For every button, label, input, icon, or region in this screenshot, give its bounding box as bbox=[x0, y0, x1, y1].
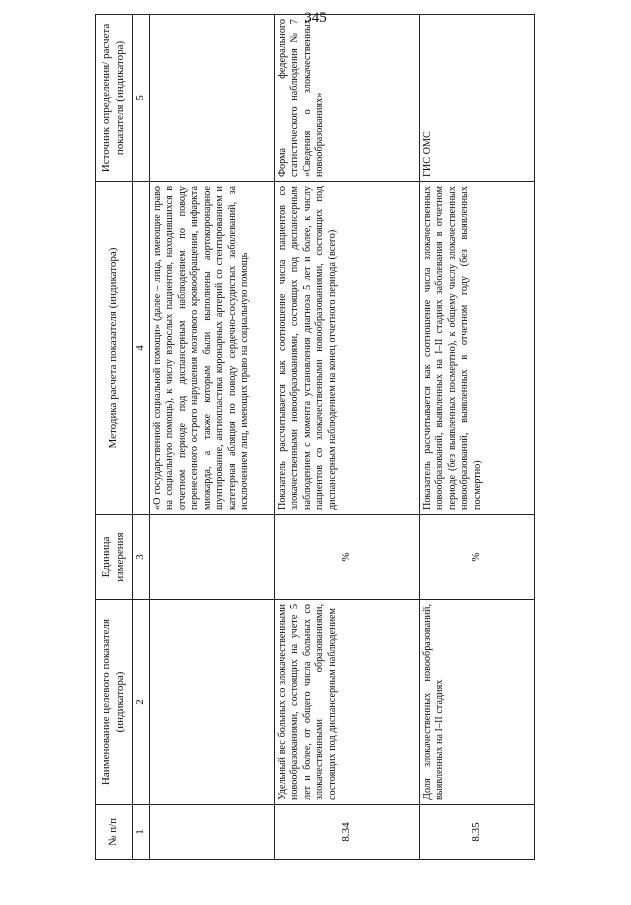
indicators-table bbox=[95, 14, 535, 860]
table-row bbox=[420, 15, 535, 860]
column-number: 2 bbox=[133, 600, 150, 805]
column-number: 3 bbox=[133, 515, 150, 600]
source: Форма федерального статистического наблюдения № 7 «Сведения о злокачественных новообразованиях» bbox=[275, 15, 420, 182]
row-number: 8.34 bbox=[275, 805, 420, 860]
header-unit: Единица измерения bbox=[96, 515, 133, 600]
indicator-name: Удельный вес больных со злокачественными новообразованиями, состоящих на учете 5 лет и более, от общего числа больных со злокачественными образованиями, состоящих под диспансерным наблюдением bbox=[275, 600, 420, 805]
column-number: 4 bbox=[133, 182, 150, 515]
table-header-row bbox=[96, 15, 133, 860]
header-number: № п/п bbox=[96, 805, 133, 860]
method: Показатель рассчитывается как соотношение числа пациентов со злокачественными новообразованиями, состоящих под диспансерным наблюдением с момента установления диагноза 5 лет и более, к числу пациентов со злокачественными новообразованиями, состоящих под диспансерным наблюдением на конец отчетного периода (всего) bbox=[275, 182, 420, 515]
header-indicator-name: Наименование целевого показателя (индикатора) bbox=[96, 600, 133, 805]
column-number-row bbox=[133, 15, 150, 860]
unit bbox=[150, 515, 275, 600]
source bbox=[150, 15, 275, 182]
header-source: Источник определения/ расчета показателя (индикатора) bbox=[96, 15, 133, 182]
indicator-name: Доля злокачественных новообразований, выявленных на I–II стадиях bbox=[420, 600, 535, 805]
table-row bbox=[275, 15, 420, 860]
source: ГИС ОМС bbox=[420, 15, 535, 182]
row-number bbox=[150, 805, 275, 860]
method: «О государственной социальной помощи» (далее – лица, имеющие право на социальную помощь), к числу взрослых пациентов, находившихся в отчетном периоде под диспансерным наблюдением по поводу перенесенного острого нарушения мозгового кровообращения, инфаркта миокарда, а также которым были выполнены аортокоронарное шунтирование, ангиопластика коронарных артерий со стентированием и катетерная абляция по поводу сердечно-сосудистых заболеваний, за исключением лиц, имеющих право на социальную помощь bbox=[150, 182, 275, 515]
unit: % bbox=[420, 515, 535, 600]
unit: % bbox=[275, 515, 420, 600]
page-number: 345 bbox=[304, 10, 327, 26]
table-row bbox=[150, 15, 275, 860]
rotated-table-container bbox=[95, 19, 535, 860]
indicator-name bbox=[150, 600, 275, 805]
method: Показатель рассчитывается как соотношение числа злокачественных новообразований, выявленных на I–II стадиях заболевания в отчетном периоде (без выявленных посмертно), к общему числу злокачественных новообразований, выявленных в отчетном году (без выявленных посмертно) bbox=[420, 182, 535, 515]
column-number: 5 bbox=[133, 15, 150, 182]
column-number: 1 bbox=[133, 805, 150, 860]
row-number: 8.35 bbox=[420, 805, 535, 860]
header-method: Методика расчета показателя (индикатора) bbox=[96, 182, 133, 515]
